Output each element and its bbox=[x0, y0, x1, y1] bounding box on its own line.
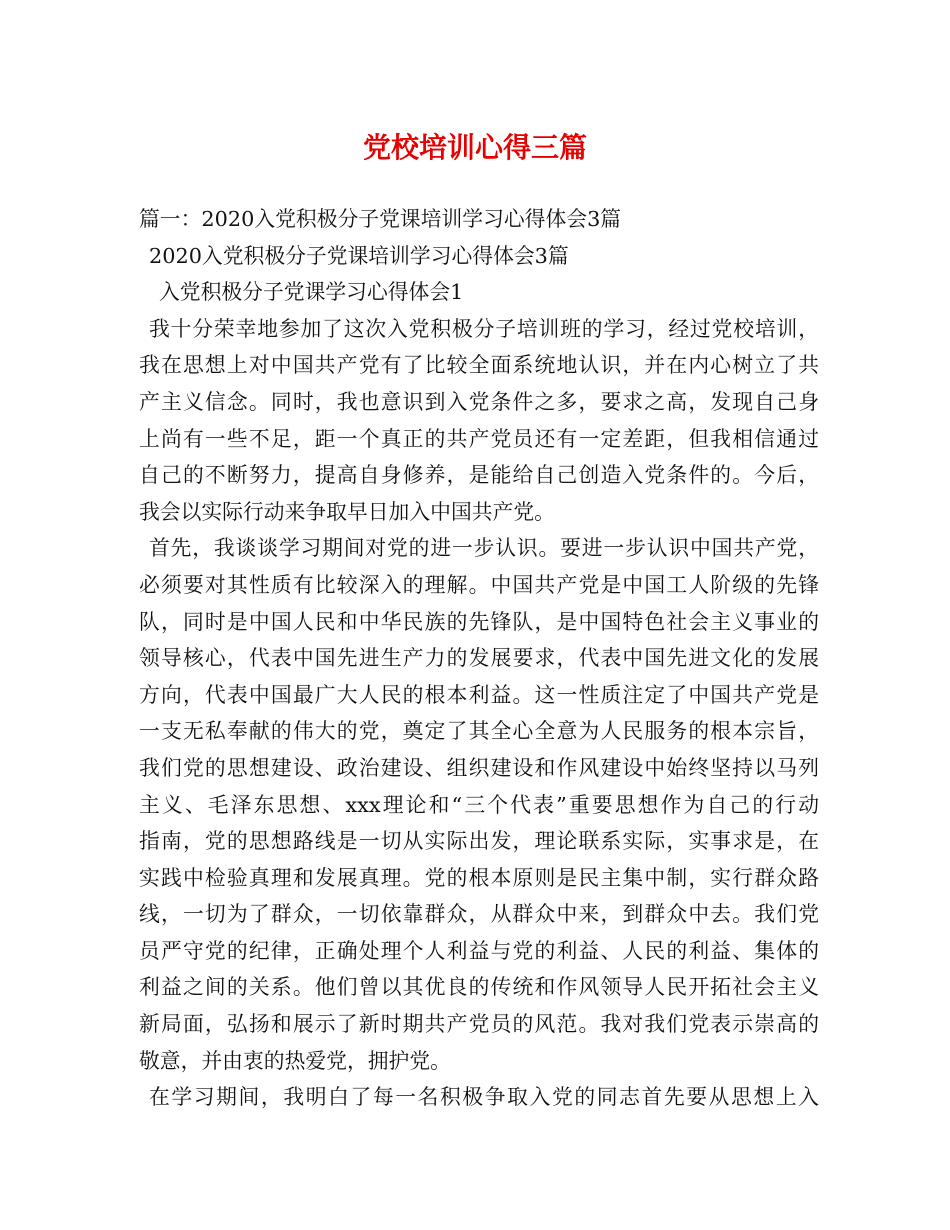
text-line: 线，一切为了群众，一切依靠群众，从群众中来，到群众中去。我们党 bbox=[139, 902, 819, 927]
text-line: 首先，我谈谈学习期间对党的进一步认识。要进一步认识中国共产党， bbox=[149, 536, 819, 561]
text-line: 我在思想上对中国共产党有了比较全面系统地认识，并在内心树立了共 bbox=[139, 353, 819, 378]
text-line: 上尚有一些不足，距一个真正的共产党员还有一定差距，但我相信通过 bbox=[139, 426, 819, 451]
text-line: 敬意，并由衷的热爱党，拥护党。 bbox=[139, 1048, 451, 1073]
text-line: 自己的不断努力，提高自身修养，是能给自己创造入党条件的。今后， bbox=[139, 463, 819, 488]
text-line: 指南，党的思想路线是一切从实际出发，理论联系实际，实事求是，在 bbox=[139, 829, 819, 854]
text-line: 必须要对其性质有比较深入的理解。中国共产党是中国工人阶级的先锋 bbox=[139, 572, 819, 597]
text-line: 利益之间的关系。他们曾以其优良的传统和作风领导人民开拓社会主义 bbox=[139, 975, 819, 1000]
text-line: 2020入党积极分子党课培训学习心得体会3篇 bbox=[149, 243, 569, 268]
text-line: 领导核心，代表中国先进生产力的发展要求，代表中国先进文化的发展 bbox=[139, 646, 819, 671]
text-line: 主义、毛泽东思想、xxx理论和“三个代表”重要思想作为自己的行动 bbox=[139, 792, 819, 817]
text-line: 入党积极分子党课学习心得体会1 bbox=[159, 280, 464, 305]
text-line: 实践中检验真理和发展真理。党的根本原则是民主集中制，实行群众路 bbox=[139, 865, 819, 890]
text-line: 产主义信念。同时，我也意识到入党条件之多，要求之高，发现自己身 bbox=[139, 389, 819, 414]
text-line: 方向，代表中国最广大人民的根本利益。这一性质注定了中国共产党是 bbox=[139, 682, 819, 707]
text-line: 篇一：2020入党积极分子党课培训学习心得体会3篇 bbox=[139, 207, 622, 231]
text-line: 一支无私奉献的伟大的党，奠定了其全心全意为人民服务的根本宗旨， bbox=[139, 719, 819, 744]
text-line: 员严守党的纪律，正确处理个人利益与党的利益、人民的利益、集体的 bbox=[139, 938, 819, 963]
text-line: 我会以实际行动来争取早日加入中国共产党。 bbox=[139, 499, 555, 524]
text-line: 我十分荣幸地参加了这次入党积极分子培训班的学习，经过党校培训， bbox=[149, 316, 819, 341]
text-line: 队，同时是中国人民和中华民族的先锋队，是中国特色社会主义事业的 bbox=[139, 609, 819, 634]
document-title: 党校培训心得三篇 bbox=[362, 131, 587, 164]
document-body bbox=[139, 201, 819, 1116]
text-line: 我们党的思想建设、政治建设、组织建设和作风建设中始终坚持以马列 bbox=[139, 755, 819, 780]
text-line: 在学习期间，我明白了每一名积极争取入党的同志首先要从思想上入 bbox=[149, 1085, 819, 1110]
text-line: 新局面，弘扬和展示了新时期共产党员的风范。我对我们党表示崇高的 bbox=[139, 1012, 819, 1037]
